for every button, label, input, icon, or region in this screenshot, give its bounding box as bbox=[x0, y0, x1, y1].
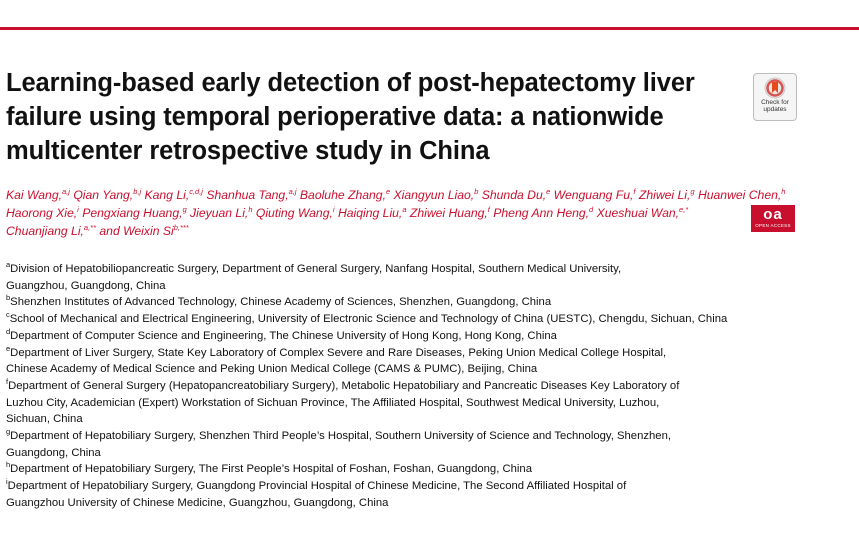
author-name[interactable]: Shanhua Tang, bbox=[202, 188, 289, 202]
affiliation-marker: b bbox=[6, 293, 11, 303]
affiliation-text: Shenzhen Institutes of Advanced Technology, Chinese Academy of Sciences, Shenzhen, Guangdong, China bbox=[10, 296, 552, 309]
affiliation-marker: i bbox=[6, 477, 8, 487]
author-name[interactable]: Jieyuan Li, bbox=[186, 206, 249, 220]
header-rule bbox=[0, 27, 859, 30]
author-line bbox=[6, 186, 786, 204]
author-affiliation-marker[interactable]: b bbox=[474, 186, 479, 196]
title-line: multicenter retrospective study in China bbox=[6, 137, 490, 165]
affiliation-line bbox=[6, 361, 746, 378]
author-affiliation-marker[interactable]: i bbox=[77, 204, 79, 214]
author-name[interactable]: Wenguang Fu, bbox=[550, 188, 634, 202]
open-access-badge[interactable] bbox=[751, 205, 795, 232]
author-name[interactable]: Pengxiang Huang, bbox=[78, 206, 183, 220]
affiliation-list bbox=[6, 261, 746, 512]
author-affiliation-marker[interactable]: a,** bbox=[83, 222, 97, 232]
affiliation-entry bbox=[6, 461, 746, 478]
affiliation-line bbox=[6, 461, 746, 478]
author-affiliation-marker[interactable]: b,*** bbox=[173, 222, 189, 232]
affiliation-text: Department of Hepatobiliary Surgery, The First People’s Hospital of Foshan, Foshan, Guangdong, China bbox=[10, 463, 532, 476]
author-name[interactable]: Kai Wang, bbox=[6, 188, 63, 202]
affiliation-marker: d bbox=[6, 327, 11, 337]
affiliation-line bbox=[6, 261, 746, 278]
author-affiliation-marker[interactable]: g bbox=[182, 204, 187, 214]
affiliation-text: Luzhou City, Academician (Expert) Workstation of Sichuan Province, The Affiliated Hospital, Southwest Medical University, Luzhou, bbox=[6, 396, 660, 409]
affiliation-marker: a bbox=[6, 260, 11, 270]
check-for-updates-button[interactable] bbox=[753, 73, 797, 121]
author-affiliation-marker[interactable]: h bbox=[248, 204, 253, 214]
author-affiliation-marker[interactable]: a,j bbox=[288, 186, 297, 196]
affiliation-line bbox=[6, 345, 746, 362]
affiliation-marker: e bbox=[6, 343, 11, 353]
author-name[interactable]: Pheng Ann Heng, bbox=[489, 206, 590, 220]
author-affiliation-marker[interactable]: e,* bbox=[679, 204, 689, 214]
affiliation-text: Department of General Surgery (Hepatopancreatobiliary Surgery), Metabolic Hepatobiliary and Pancreatic Diseases Key Laboratory of bbox=[8, 379, 680, 392]
author-name[interactable]: Xueshuai Wan, bbox=[593, 206, 680, 220]
affiliation-line bbox=[6, 478, 746, 495]
author-name[interactable]: Xiangyun Liao, bbox=[390, 188, 475, 202]
affiliation-line bbox=[6, 294, 746, 311]
badge-label-2: updates bbox=[763, 106, 787, 113]
affiliation-marker: h bbox=[6, 460, 11, 470]
affiliation-line bbox=[6, 428, 746, 445]
affiliation-entry bbox=[6, 428, 746, 461]
author-name[interactable]: Zhiwei Li, bbox=[635, 188, 691, 202]
author-affiliation-marker[interactable]: d bbox=[589, 204, 594, 214]
author-affiliation-marker[interactable]: f bbox=[633, 186, 636, 196]
affiliation-line bbox=[6, 495, 746, 512]
oa-sublabel: OPEN ACCESS bbox=[755, 223, 791, 228]
affiliation-text: Department of Liver Surgery, State Key Laboratory of Complex Severe and Rare Diseases, Peking Union Medical College Hospital, bbox=[10, 346, 667, 359]
affiliation-line bbox=[6, 278, 746, 295]
author-name[interactable]: Zhiwei Huang, bbox=[406, 206, 488, 220]
author-affiliation-marker[interactable]: i bbox=[332, 204, 335, 214]
author-affiliation-marker[interactable]: e bbox=[385, 186, 391, 196]
author-affiliation-marker[interactable]: c,d,j bbox=[189, 186, 203, 196]
title-line: failure using temporal perioperative data: a nationwide bbox=[6, 103, 664, 131]
affiliation-entry bbox=[6, 328, 746, 345]
affiliation-line bbox=[6, 311, 746, 328]
author-name[interactable]: Huanwei Chen, bbox=[694, 188, 782, 202]
article-title bbox=[6, 66, 726, 168]
author-name[interactable]: and Weixin Si bbox=[96, 224, 174, 238]
author-name[interactable]: Chuanjiang Li, bbox=[6, 224, 84, 238]
affiliation-text: Guangzhou, Guangdong, China bbox=[6, 279, 166, 292]
author-affiliation-marker[interactable]: f bbox=[487, 204, 490, 214]
affiliation-entry bbox=[6, 311, 746, 328]
affiliation-text: Division of Hepatobiliopancreatic Surgery, Department of General Surgery, Nanfang Hospital, Southern Medical University, bbox=[10, 263, 622, 275]
author-name[interactable]: Qian Yang, bbox=[69, 188, 134, 202]
affiliation-line bbox=[6, 395, 746, 412]
author-affiliation-marker[interactable]: a bbox=[402, 204, 407, 214]
affiliation-entry bbox=[6, 378, 746, 428]
affiliation-marker: f bbox=[6, 377, 9, 387]
author-affiliation-marker[interactable]: a,j bbox=[62, 186, 70, 196]
badge-label-1: Check for bbox=[761, 99, 789, 106]
author-affiliation-marker[interactable]: h bbox=[781, 186, 786, 196]
affiliation-line bbox=[6, 328, 746, 345]
author-affiliation-marker[interactable]: b,j bbox=[133, 186, 142, 196]
author-line bbox=[6, 204, 736, 222]
affiliation-text: Department of Hepatobiliary Surgery, Guangdong Provincial Hospital of Chinese Medicine, The Second Affiliated Hospital of bbox=[7, 480, 627, 493]
author-name[interactable]: Haorong Xie, bbox=[6, 206, 78, 220]
author-line bbox=[6, 222, 736, 240]
affiliation-text: Guangdong, China bbox=[6, 446, 101, 459]
author-name[interactable]: Shunda Du, bbox=[478, 188, 547, 202]
author-name[interactable]: Kang Li, bbox=[141, 188, 190, 202]
affiliation-line bbox=[6, 378, 746, 395]
affiliation-text: Guangzhou University of Chinese Medicine, Guangzhou, Guangdong, China bbox=[6, 496, 389, 509]
affiliation-marker: g bbox=[6, 427, 11, 437]
affiliation-entry bbox=[6, 345, 746, 378]
affiliation-text: Chinese Academy of Medical Science and Peking Union Medical College (CAMS & PUMC), Beijing, China bbox=[6, 363, 538, 376]
affiliation-line bbox=[6, 445, 746, 462]
author-affiliation-marker[interactable]: e bbox=[546, 186, 551, 196]
author-name[interactable]: Baoluhe Zhang, bbox=[296, 188, 386, 202]
oa-label: oa bbox=[763, 206, 783, 223]
affiliation-entry bbox=[6, 478, 746, 511]
affiliation-text: School of Mechanical and Electrical Engineering, University of Electronic Science and Technology of China (UESTC), Chengdu, Sichuan, China bbox=[9, 313, 728, 326]
author-name[interactable]: Haiqing Liu, bbox=[334, 206, 403, 220]
affiliation-text: Sichuan, China bbox=[6, 413, 83, 426]
title-line: Learning-based early detection of post-hepatectomy liver bbox=[6, 69, 695, 97]
affiliation-text: Department of Hepatobiliary Surgery, Shenzhen Third People’s Hospital, Southern University of Science and Technology, Shenzhen, bbox=[10, 430, 672, 443]
affiliation-entry bbox=[6, 261, 746, 294]
author-affiliation-marker[interactable]: g bbox=[690, 186, 695, 196]
bookmark-icon bbox=[754, 77, 796, 99]
affiliation-entry bbox=[6, 294, 746, 311]
affiliation-marker: c bbox=[6, 310, 10, 320]
affiliation-text: Department of Computer Science and Engineering, The Chinese University of Hong Kong, Hong Kong, China bbox=[10, 329, 557, 342]
author-name[interactable]: Qiuting Wang, bbox=[252, 206, 333, 220]
affiliation-line bbox=[6, 411, 746, 428]
